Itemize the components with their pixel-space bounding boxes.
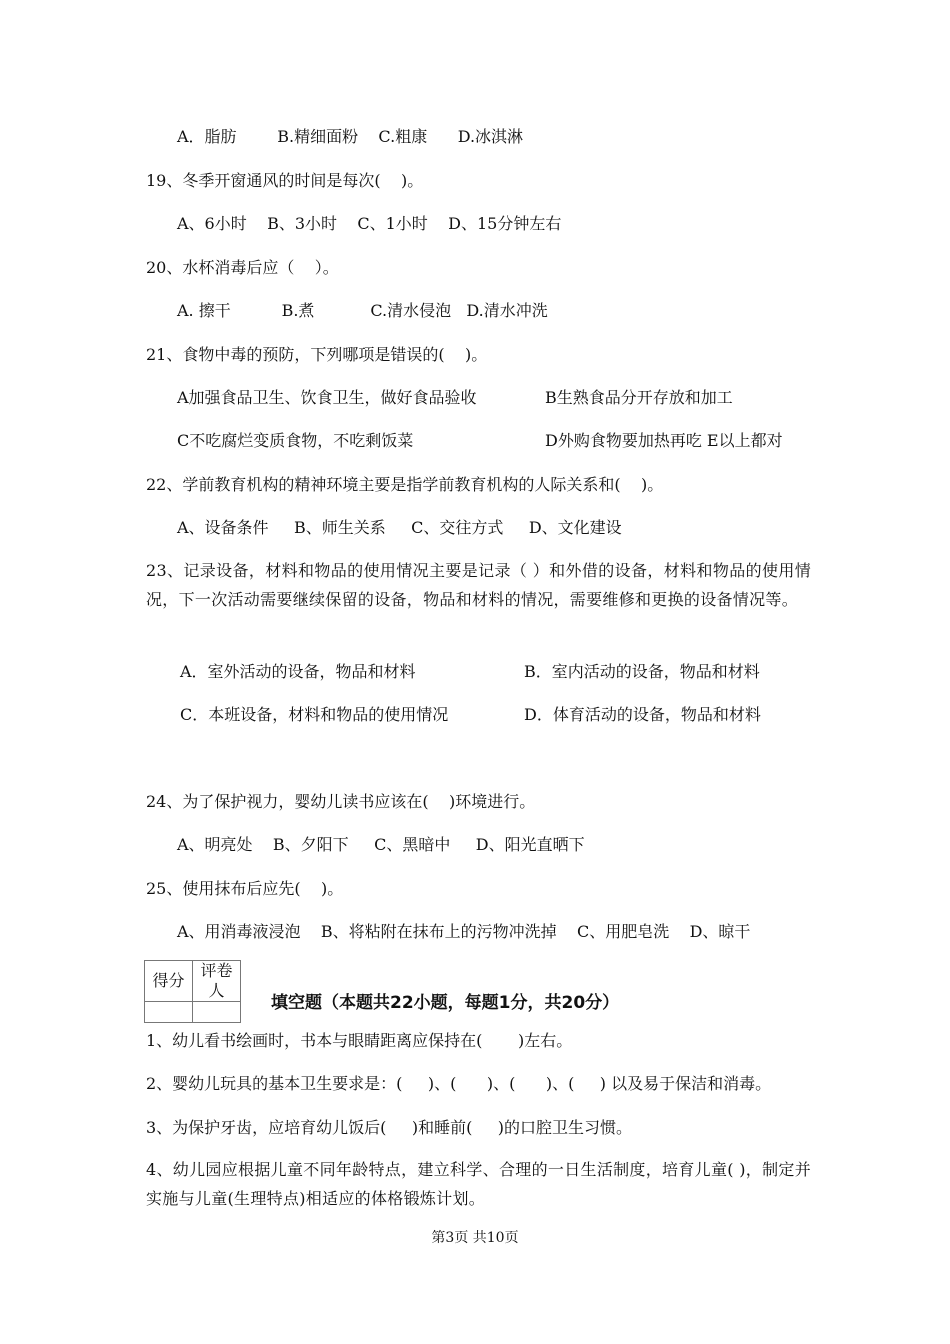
q20-options: A. 擦干 B.煮 C.清水侵泡 D.清水冲洗 — [177, 301, 548, 320]
section-title: 填空题（本题共22小题，每题1分，共20分） — [271, 993, 620, 1013]
page-footer: 第3页 共10页 — [431, 1230, 519, 1246]
q21-option-c: C不吃腐烂变质食物，不吃剩饭菜 — [177, 431, 414, 450]
question-22: 22、学前教育机构的精神环境主要是指学前教育机构的人际关系和( )。 — [146, 475, 664, 494]
grader-header: 评卷人 — [193, 961, 241, 1002]
q21-option-b: B生熟食品分开存放和加工 — [545, 388, 733, 407]
fill-question-3: 3、为保护牙齿，应培育幼儿饭后( )和睡前( )的口腔卫生习惯。 — [146, 1118, 633, 1137]
question-19: 19、冬季开窗通风的时间是每次( )。 — [146, 171, 424, 190]
fill-question-2: 2、婴幼儿玩具的基本卫生要求是：( )、( )、( )、( ) 以及易于保洁和消毒。 — [146, 1074, 772, 1093]
fill-question-4: 4、幼儿园应根据儿童不同年龄特点，建立科学、合理的一日生活制度，培育儿童( )，制定并实施与儿童(生理特点)相适应的体格锻炼计划。 — [146, 1160, 811, 1208]
q23-option-c: C．本班设备，材料和物品的使用情况 — [180, 705, 449, 724]
q21-option-de: D外购食物要加热再吃 E以上都对 — [545, 431, 783, 450]
question-25: 25、使用抹布后应先( )。 — [146, 879, 344, 898]
fill-question-1: 1、幼儿看书绘画时，书本与眼睛距离应保持在( )左右。 — [146, 1031, 573, 1050]
q22-options: A、设备条件 B、师生关系 C、交往方式 D、文化建设 — [177, 518, 622, 537]
q19-options: A、6小时 B、3小时 C、1小时 D、15分钟左右 — [177, 214, 562, 233]
q25-options: A、用消毒液浸泡 B、将粘附在抹布上的污物冲洗掉 C、用肥皂洗 D、晾干 — [177, 922, 751, 941]
grader-cell[interactable] — [193, 1002, 241, 1023]
q24-options: A、明亮处 B、夕阳下 C、黑暗中 D、阳光直晒下 — [177, 835, 585, 854]
question-24: 24、为了保护视力，婴幼儿读书应该在( )环境进行。 — [146, 792, 536, 811]
score-table — [144, 960, 241, 1023]
q23-option-b: B．室内活动的设备，物品和材料 — [524, 662, 760, 681]
question-20: 20、水杯消毒后应（ ）。 — [146, 258, 339, 277]
question-23: 23、记录设备，材料和物品的使用情况主要是记录（ ）和外借的设备，材料和物品的使用情况，下一次活动需要继续保留的设备，物品和材料的情况，需要维修和更换的设备情况等。 — [146, 561, 811, 609]
question-21: 21、食物中毒的预防，下列哪项是错误的( )。 — [146, 345, 488, 364]
q21-option-a: A加强食品卫生、饮食卫生，做好食品验收 — [177, 388, 477, 407]
score-header: 得分 — [145, 961, 193, 1002]
q23-option-a: A．室外活动的设备，物品和材料 — [180, 662, 416, 681]
q18-options: A．脂肪 B.精细面粉 C.粗康 D.冰淇淋 — [177, 127, 524, 146]
score-cell[interactable] — [145, 1002, 193, 1023]
q23-option-d: D．体育活动的设备，物品和材料 — [524, 705, 761, 724]
